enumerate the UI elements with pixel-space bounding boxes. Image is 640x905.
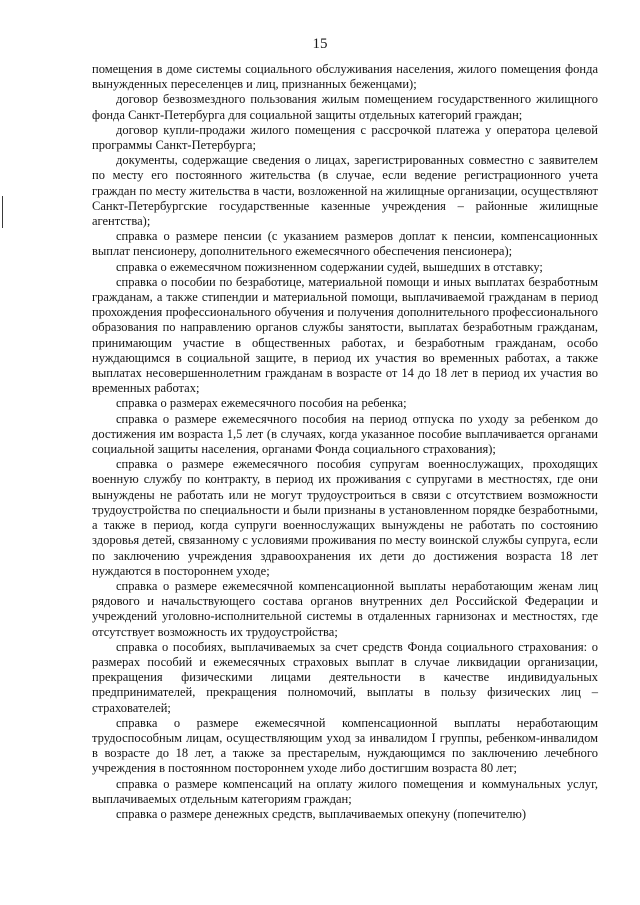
paragraph: документы, содержащие сведения о лицах, зарегистрированных совместно с заявителем по месту его постоянного жительства (в случае, если ведение регистрационного учета граждан по месту жительства в части, возложенной на жилищные организации, осуществляют Санкт-Петербургские государственные казенные учреждения – районные жилищные агентства); xyxy=(92,153,598,229)
document-body xyxy=(92,62,598,822)
paragraph: справка о размере компенсаций на оплату жилого помещения и коммунальных услуг, выплачиваемых отдельным категориям граждан; xyxy=(92,776,598,806)
paragraph: справка о размере пенсии (с указанием размеров доплат к пенсии, компенсационных выплат пенсионеру, дополнительного ежемесячного обеспечения пенсионера); xyxy=(92,229,598,259)
paragraph: справка о размерах ежемесячного пособия на ребенка; xyxy=(116,396,407,411)
paragraph: справка о пособии по безработице, материальной помощи и иных выплатах безработным гражданам, а также стипендии и материальной помощи, выплачиваемой гражданам в период прохождения профессионального обучения и получения дополнительного профессионального образования по направлению органов службы занятости, выплатах безработным гражданам, принимающим участие в общественных работах, и безработным гражданам, особо нуждающимся в социальной защите, в период их участия во временных работах, а также выплатах несовершеннолетним гражданам в возрасте от 14 до 18 лет в период их участия во временных работах; xyxy=(92,274,598,396)
paragraph: справка о размере ежемесячного пособия на период отпуска по уходу за ребенком до достижения им возраста 1,5 лет (в случаях, когда указанное пособие выплачивается органами социальной защиты населения, органами Фонда социального страхования); xyxy=(92,411,598,457)
paragraph: справка о размере ежемесячной компенсационной выплаты неработающим трудоспособным лицам, осуществляющим уход за инвалидом I группы, ребенком-инвалидом в возрасте до 18 лет, а также за престарелым, нуждающимся по заключению лечебного учреждения в постоянном постороннем уходе либо достигшим возраста 80 лет; xyxy=(92,715,598,776)
paragraph: справка о ежемесячном пожизненном содержании судей, вышедших в отставку; xyxy=(116,259,543,274)
paragraph: справка о размере ежемесячной компенсационной выплаты неработающим женам лиц рядового и начальствующего состава органов внутренних дел Российской Федерации и учреждений уголовно-исполнительной системы в отдаленных гарнизонах и местностях, где отсутствует возможность их трудоустройства; xyxy=(92,578,598,639)
paragraph: договор купли-продажи жилого помещения с рассрочкой платежа у оператора целевой программы Санкт-Петербурга; xyxy=(92,122,598,153)
paragraph: договор безвозмездного пользования жилым помещением государственного жилищного фонда Санкт-Петербурга для социальной защиты отдельных категорий граждан; xyxy=(92,92,598,122)
paragraph: справка о размере ежемесячного пособия супругам военнослужащих, проходящих военную службу по контракту, в период их проживания с супругами в местностях, где они вынуждены не работать или не могут трудоустроиться в связи с отсутствием возможности трудоустройства по специальности и были признаны в установленном порядке безработными, а также в период, когда супруги военнослужащих вынуждены не работать по состоянию здоровья детей, связанному с условиями проживания по месту воинской службы супруга, если по заключению учреждения здравоохранения их дети до достижения возраста 18 лет нуждаются в постороннем уходе; xyxy=(92,457,598,578)
paragraph: помещения в доме системы социального обслуживания населения, жилого помещения фонда вынужденных переселенцев и лиц, признанных беженцами); xyxy=(92,62,598,92)
paragraph: справка о пособиях, выплачиваемых за счет средств Фонда социального страхования: о размерах пособий и ежемесячных страховых выплат в случае ликвидации организации, прекращения физическими лицами деятельности в качестве индивидуальных предпринимателей, прекращения полномочий, выплаты в пользу физических лиц – страхователей; xyxy=(92,639,598,715)
paragraph: справка о размере денежных средств, выплачиваемых опекуну (попечителю) xyxy=(116,806,526,821)
page-number: 15 xyxy=(312,36,328,52)
margin-mark xyxy=(2,196,3,228)
